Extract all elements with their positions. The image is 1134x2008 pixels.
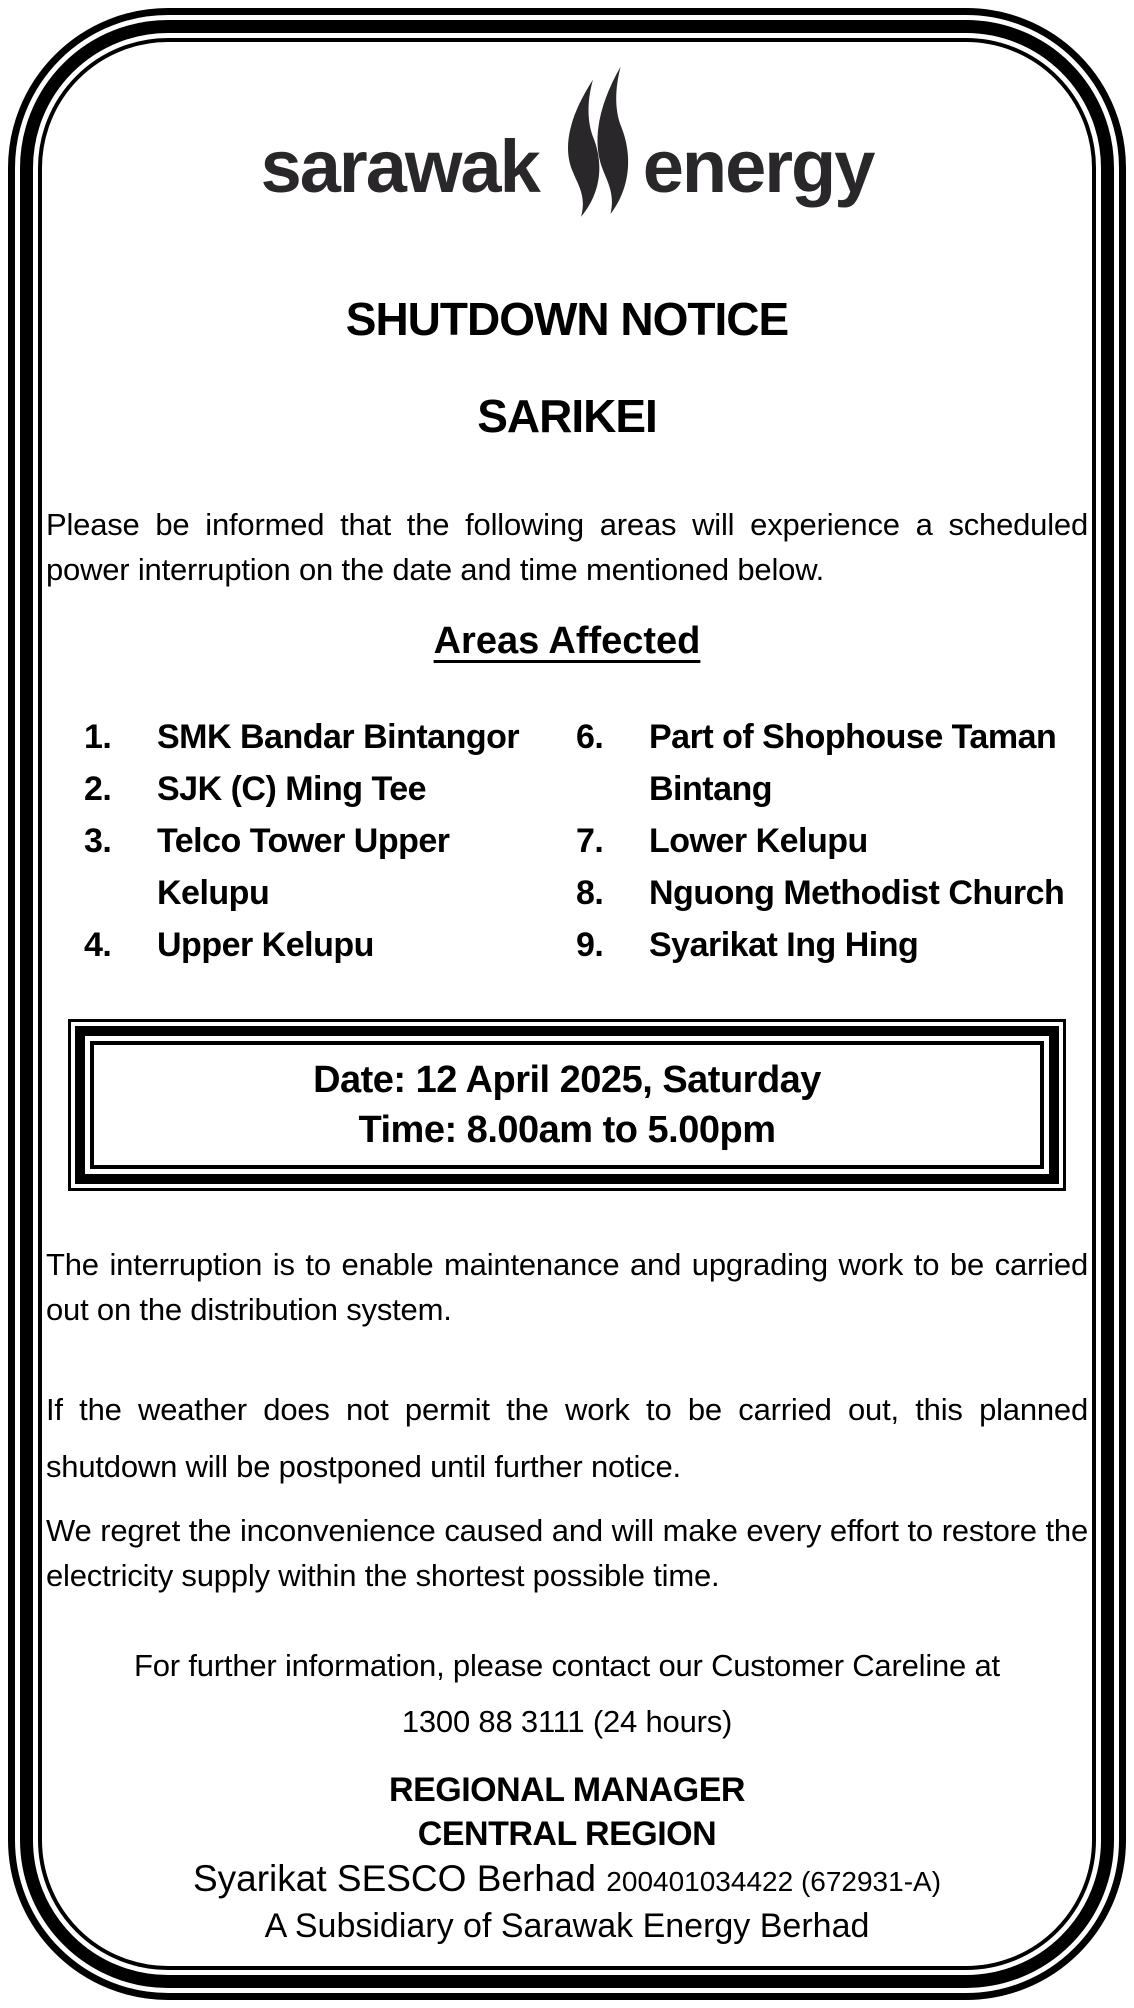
- area-item: [576, 867, 1088, 919]
- areas-list: [46, 711, 1088, 971]
- area-item: [576, 711, 1088, 815]
- area-number: 1.: [84, 717, 112, 756]
- schedule-time: Time: 8.00am to 5.00pm: [358, 1108, 776, 1151]
- area-number: 4.: [84, 925, 112, 964]
- regret-paragraph: We regret the inconvenience caused and will make every effort to restore the electricity supply within the shortest possible time.: [46, 1512, 1088, 1593]
- schedule-date: Date: 12 April 2025, Saturday: [313, 1058, 821, 1101]
- area-number: 2.: [84, 769, 112, 808]
- signature-region: CENTRAL REGION: [417, 1815, 717, 1854]
- area-label: Part of Shophouse Taman Bintang: [649, 717, 1057, 808]
- signature-block: [46, 1768, 1088, 1948]
- area-item: [576, 919, 1088, 971]
- area-item: [84, 711, 524, 763]
- areas-column-right: [576, 711, 1088, 971]
- maintenance-paragraph: The interruption is to enable maintenance and upgrading work to be carried out on the distribution system.: [46, 1246, 1088, 1327]
- weather-paragraph: If the weather does not permit the work to be carried out, this planned shutdown will be postponed until further notice.: [46, 1391, 1088, 1484]
- signature-subsidiary: A Subsidiary of Sarawak Energy Berhad: [264, 1907, 870, 1946]
- logo-text-energy: energy: [642, 125, 874, 208]
- area-label: Syarikat Ing Hing: [649, 925, 919, 964]
- area-number: 6.: [576, 717, 604, 756]
- logo-text-sarawak: sarawak: [260, 125, 539, 208]
- company-name: Syarikat SESCO Berhad: [192, 1858, 597, 1900]
- notice-region: SARIKEI: [477, 389, 657, 442]
- area-label: SMK Bandar Bintangor: [157, 717, 520, 756]
- area-item: [576, 815, 1088, 867]
- contact-block: [46, 1638, 1088, 1750]
- areas-affected-heading: Areas Affected: [433, 620, 701, 663]
- schedule-box: [68, 1019, 1066, 1191]
- area-label: Lower Kelupu: [649, 821, 868, 860]
- area-number: 7.: [576, 821, 604, 860]
- contact-line: For further information, please contact our Customer Careline at: [134, 1648, 1000, 1684]
- notice-title: SHUTDOWN NOTICE: [345, 293, 789, 345]
- flame-icon: [547, 66, 639, 224]
- area-item: [84, 919, 524, 971]
- area-item: [84, 763, 524, 815]
- area-label: Nguong Methodist Church: [649, 873, 1065, 912]
- sarawak-energy-logo: [46, 66, 1088, 210]
- area-number: 8.: [576, 873, 604, 912]
- signature-company: [46, 1856, 1088, 1904]
- area-label: Upper Kelupu: [157, 925, 374, 964]
- area-item: [84, 815, 524, 919]
- signature-role: REGIONAL MANAGER: [389, 1771, 745, 1810]
- area-number: 3.: [84, 821, 112, 860]
- schedule-box-band: [75, 1026, 1059, 1184]
- schedule-box-inner: [90, 1041, 1044, 1169]
- area-label: Telco Tower Upper Kelupu: [157, 821, 450, 912]
- area-number: 9.: [576, 925, 604, 964]
- company-registration-number: 200401034422 (672931-A): [606, 1866, 942, 1898]
- areas-column-left: [84, 711, 524, 971]
- area-label: SJK (C) Ming Tee: [157, 769, 427, 808]
- careline-number: 1300 88 3111 (24 hours): [401, 1704, 733, 1740]
- intro-paragraph: Please be informed that the following areas will experience a scheduled power interruption on the date and time mentioned below.: [46, 507, 1088, 588]
